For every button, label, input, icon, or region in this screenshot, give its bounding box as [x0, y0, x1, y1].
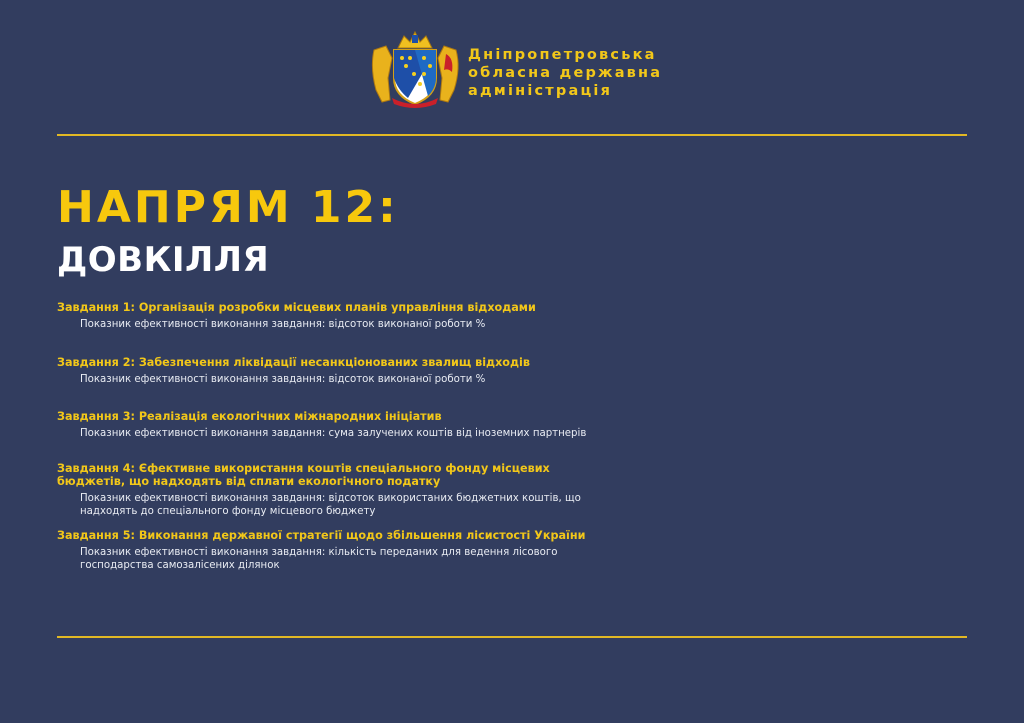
task-title: Завдання 5: Виконання державної стратегії щодо збільшення лісистості України — [57, 529, 586, 542]
organization-name — [468, 46, 662, 100]
task-item-2 — [57, 356, 597, 387]
task-item-4 — [57, 462, 597, 518]
task-item-1 — [57, 301, 597, 332]
bottom-divider — [57, 636, 967, 638]
header — [368, 28, 688, 108]
task-title: Завдання 1: Організація розробки місцевих планів управління відходами — [57, 301, 536, 314]
task-title: Завдання 4: Єфективне використання коштів спеціального фонду місцевих бюджетів, що надходять від сплати екологічного податку — [57, 462, 550, 488]
task-indicator: Показник ефективності виконання завдання: відсоток використаних бюджетних коштів, що надходять до спеціального фонду місцевого бюджету — [80, 493, 581, 517]
organization-name-line-3: адміністрація — [468, 83, 613, 99]
page-title: НАПРЯМ 12: — [57, 182, 399, 233]
page-subtitle: ДОВКІЛЛЯ — [57, 240, 270, 280]
top-divider — [57, 134, 967, 136]
organization-name-line-2: обласна державна — [468, 65, 663, 81]
task-title: Завдання 3: Реалізація екологічних міжнародних ініціатив — [57, 410, 442, 423]
task-indicator: Показник ефективності виконання завдання: відсоток виконаної роботи % — [80, 319, 486, 330]
task-item-3 — [57, 410, 597, 441]
task-indicator: Показник ефективності виконання завдання: відсоток виконаної роботи % — [80, 374, 486, 385]
task-indicator: Показник ефективності виконання завдання: кількість переданих для ведення лісового господарства самозалісених ділянок — [80, 547, 558, 571]
task-title: Завдання 2: Забезпечення ліквідації несанкціонованих звалищ відходів — [57, 356, 530, 369]
coat-of-arms-icon — [368, 28, 462, 108]
organization-name-line-1: Дніпропетровська — [468, 47, 657, 63]
task-item-5 — [57, 529, 597, 572]
task-indicator: Показник ефективності виконання завдання: сума залучених коштів від іноземних партнерів — [80, 428, 587, 439]
